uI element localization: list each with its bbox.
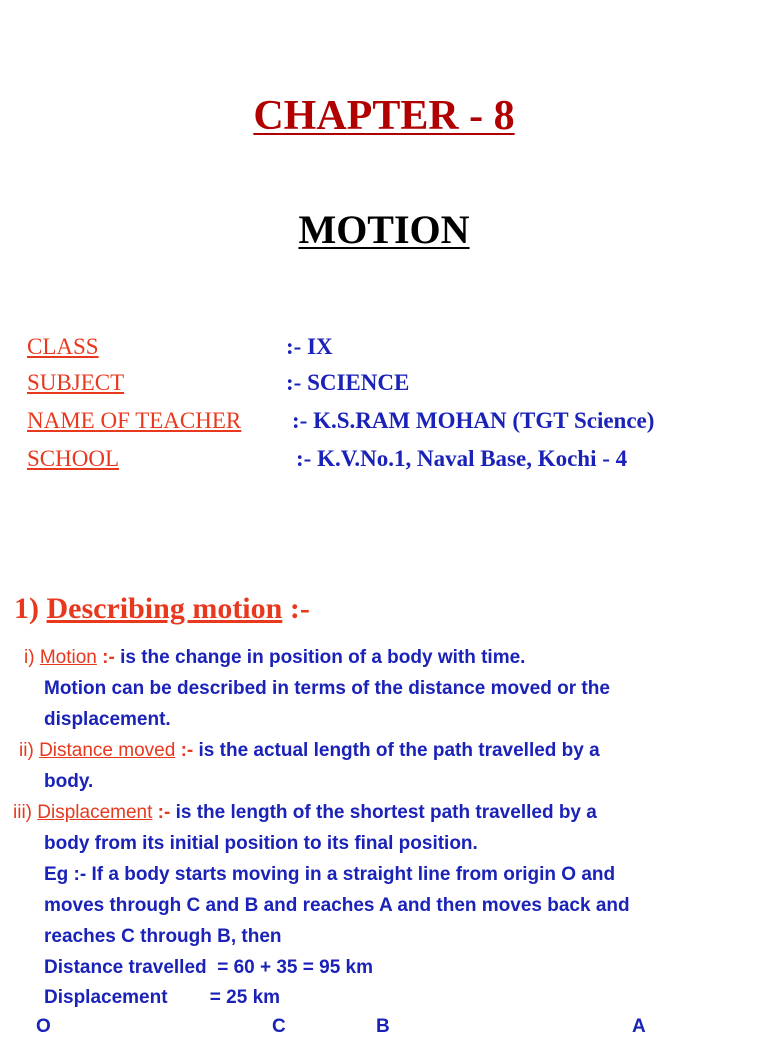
text-line: Motion can be described in terms of the distance moved or the bbox=[44, 678, 610, 699]
item-text: is the change in position of a body with time. bbox=[120, 647, 526, 668]
example-line: reaches C through B, then bbox=[44, 926, 282, 947]
item-term: Displacement bbox=[37, 802, 153, 823]
section-suffix: :- bbox=[289, 592, 310, 625]
item-motion bbox=[24, 647, 525, 669]
section-heading bbox=[14, 592, 310, 626]
item-number: iii) bbox=[13, 802, 32, 823]
item-distance bbox=[19, 740, 600, 762]
displacement-line: Displacement = 25 km bbox=[44, 987, 281, 1008]
text-line: body from its initial position to its final position. bbox=[44, 833, 478, 854]
text-line: displacement. bbox=[44, 709, 171, 730]
subject-label: SUBJECT bbox=[27, 370, 125, 395]
example-line: moves through C and B and reaches A and then moves back and bbox=[44, 895, 630, 916]
point-label-c: C bbox=[272, 1016, 286, 1037]
item-term: Motion bbox=[39, 647, 97, 668]
point-label-a: A bbox=[632, 1016, 646, 1037]
item-displacement bbox=[13, 802, 597, 824]
item-separator: :- bbox=[157, 802, 171, 823]
distance-travelled-line: Distance travelled = 60 + 35 = 95 km bbox=[44, 957, 374, 978]
chapter-heading: CHAPTER - 8 bbox=[253, 93, 515, 139]
school-value: :- K.V.No.1, Naval Base, Kochi - 4 bbox=[296, 446, 628, 471]
item-text: is the actual length of the path travelled by a bbox=[198, 740, 600, 761]
teacher-label: NAME OF TEACHER bbox=[27, 408, 242, 433]
class-value: :- IX bbox=[286, 334, 333, 359]
page-title: MOTION bbox=[298, 207, 470, 252]
item-number: ii) bbox=[19, 740, 34, 761]
item-text: is the length of the shortest path travelled by a bbox=[175, 802, 597, 823]
section-number: 1) bbox=[14, 592, 39, 625]
point-label-o: O bbox=[36, 1016, 51, 1037]
item-separator: :- bbox=[180, 740, 194, 761]
class-label: CLASS bbox=[27, 334, 99, 359]
text-line: body. bbox=[44, 771, 94, 792]
item-number: i) bbox=[24, 647, 35, 668]
example-line: Eg :- If a body starts moving in a straight line from origin O and bbox=[44, 864, 616, 885]
item-term: Distance moved bbox=[39, 740, 176, 761]
subject-value: :- SCIENCE bbox=[286, 370, 410, 395]
point-label-b: B bbox=[376, 1016, 390, 1037]
teacher-value: :- K.S.RAM MOHAN (TGT Science) bbox=[292, 408, 655, 433]
school-label: SCHOOL bbox=[27, 446, 120, 471]
item-separator: :- bbox=[102, 647, 115, 668]
section-title: Describing motion bbox=[46, 592, 283, 625]
